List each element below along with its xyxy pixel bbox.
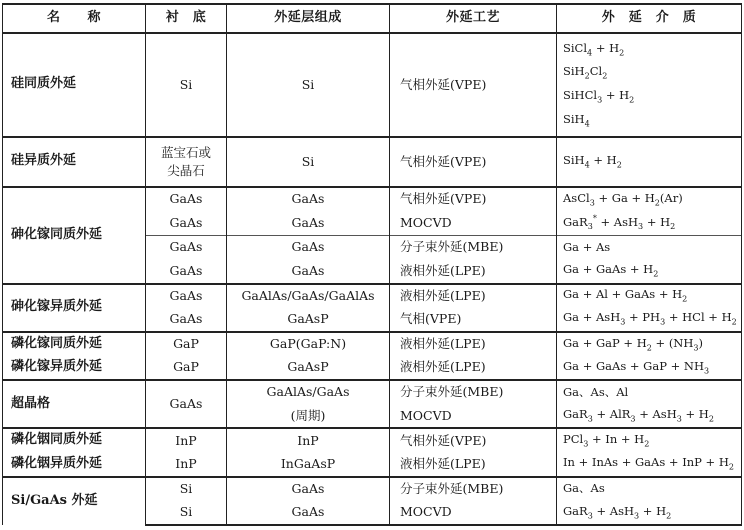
header-name: 名 称: [3, 4, 146, 33]
row-layer: GaAs: [227, 187, 390, 211]
row-layer: GaAs: [227, 235, 390, 259]
table-row: [3, 332, 742, 356]
row-process: 气相外延(VPE): [390, 137, 557, 187]
table-row: [3, 356, 742, 380]
row-process: 气相外延(VPE): [390, 187, 557, 211]
row-layer: InGaAsP: [227, 452, 390, 476]
row-substrate: GaP: [146, 356, 227, 380]
header-substrate: 衬 底: [146, 4, 227, 33]
row-process: 液相外延(LPE): [390, 452, 557, 476]
row-medium: Ga + Al + GaAs + $H_2$: [557, 284, 742, 308]
row-substrate: InP: [146, 452, 227, 476]
table-row: [3, 187, 742, 211]
row-process: 分子束外延(MBE): [390, 380, 557, 404]
row-substrate: Si: [146, 501, 227, 525]
row-layer: (周期): [227, 404, 390, 428]
table-row: [3, 137, 742, 187]
row-medium: SiCl$_4$ + $H_2$ $SiH_2Cl_2$ SiHCl$_3$ + $H_2$ SiH$_4$: [557, 33, 742, 137]
row-layer: GaAlAs/GaAs/GaAlAs: [227, 284, 390, 308]
row-process: 气相外延(VPE): [390, 428, 557, 452]
row-name: 砷化镓异质外延: [3, 284, 146, 332]
row-medium: Ga + GaP + $H_2 + (NH_3)$: [557, 332, 742, 356]
row-medium: $GaR_3^* + AsH_3 + H_2$: [557, 211, 742, 235]
row-layer: Si: [227, 33, 390, 137]
row-substrate: GaAs: [146, 259, 227, 283]
table-row: [3, 452, 742, 476]
header-row: [3, 4, 742, 33]
row-medium: $GaR_3 + AsH_3 + H_2$: [557, 501, 742, 525]
row-process: MOCVD: [390, 404, 557, 428]
row-substrate: GaAs: [146, 284, 227, 308]
row-medium: $SiH_4 + H_2$: [557, 137, 742, 187]
row-substrate: Si: [146, 477, 227, 501]
epitaxy-table: [2, 3, 742, 526]
row-layer: GaP(GaP:N): [227, 332, 390, 356]
row-layer: GaAs: [227, 501, 390, 525]
row-name: 磷化铟异质外延: [3, 452, 146, 476]
header-layer: 外延层组成: [227, 4, 390, 33]
row-process: MOCVD: [390, 501, 557, 525]
row-medium: $PCl_3 + In + H_2$: [557, 428, 742, 452]
row-substrate: GaP: [146, 332, 227, 356]
row-name: 砷化镓同质外延: [3, 187, 146, 284]
row-process: 液相外延(LPE): [390, 284, 557, 308]
row-substrate: InP: [146, 428, 227, 452]
table-row: [3, 477, 742, 501]
table-row: [3, 284, 742, 308]
row-medium: Ga + GaAs + $H_2$: [557, 259, 742, 283]
row-substrate: GaAs: [146, 380, 227, 428]
row-process: 液相外延(LPE): [390, 356, 557, 380]
row-process: 分子束外延(MBE): [390, 235, 557, 259]
row-process: 分子束外延(MBE): [390, 477, 557, 501]
row-name: Si/GaAs 外延: [3, 477, 146, 525]
row-layer: GaAs: [227, 477, 390, 501]
row-substrate: 蓝宝石或 尖晶石: [146, 137, 227, 187]
row-substrate: GaAs: [146, 308, 227, 332]
table-row: [3, 428, 742, 452]
row-medium: $GaR_3 + AlR_3 + AsH_3 + H_2$: [557, 404, 742, 428]
row-medium: AsCl$_3$ + $Ga + H_2(Ar)$: [557, 187, 742, 211]
row-medium: $Ga + AsH_3 + PH_3$ + HCl + $H_2$: [557, 308, 742, 332]
table-row: [3, 380, 742, 404]
row-medium: Ga + As: [557, 235, 742, 259]
row-layer: GaAlAs/GaAs: [227, 380, 390, 404]
header-medium: 外 延 介 质: [557, 4, 742, 33]
row-process: 液相外延(LPE): [390, 332, 557, 356]
row-process: 气相外延(VPE): [390, 33, 557, 137]
row-medium: Ga + GaAs + GaP + $NH_3$: [557, 356, 742, 380]
row-substrate: Si: [146, 33, 227, 137]
row-substrate: GaAs: [146, 235, 227, 259]
row-layer: GaAsP: [227, 308, 390, 332]
row-layer: GaAs: [227, 259, 390, 283]
row-name: 磷化镓同质外延: [3, 332, 146, 356]
row-process: MOCVD: [390, 211, 557, 235]
row-name: 硅异质外延: [3, 137, 146, 187]
row-layer: GaAs: [227, 211, 390, 235]
row-name: 超晶格: [3, 380, 146, 428]
row-medium: Ga、As: [557, 477, 742, 501]
row-process: 气相(VPE): [390, 308, 557, 332]
row-process: 液相外延(LPE): [390, 259, 557, 283]
row-layer: Si: [227, 137, 390, 187]
header-process: 外延工艺: [390, 4, 557, 33]
row-medium: In + InAs + GaAs + InP + $H_2$: [557, 452, 742, 476]
row-layer: GaAsP: [227, 356, 390, 380]
row-name: 磷化铟同质外延: [3, 428, 146, 452]
row-name: 磷化镓异质外延: [3, 356, 146, 380]
row-name: 硅同质外延: [3, 33, 146, 137]
row-substrate: GaAs: [146, 211, 227, 235]
row-substrate: GaAs: [146, 187, 227, 211]
row-medium: Ga、As、Al: [557, 380, 742, 404]
row-layer: InP: [227, 428, 390, 452]
table-row: [3, 33, 742, 137]
